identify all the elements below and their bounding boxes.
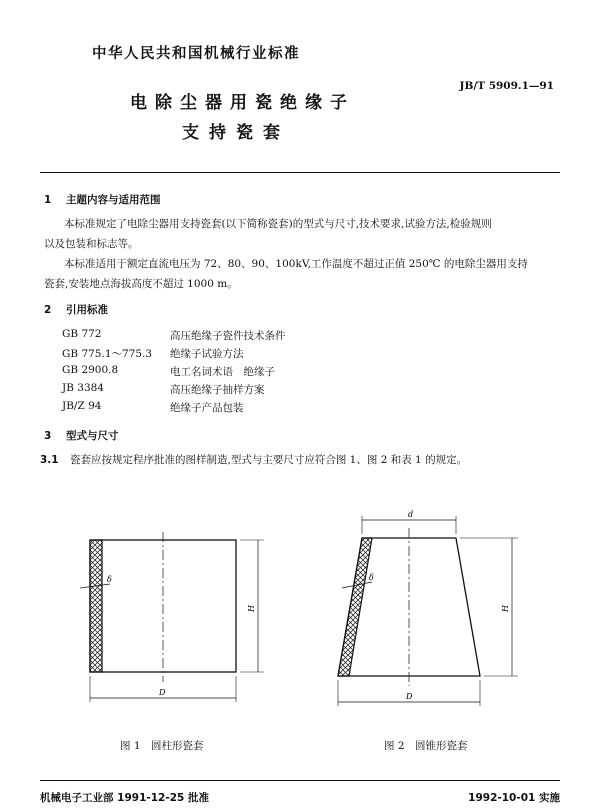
fig2-h-label: H [501, 605, 510, 612]
header-rule [40, 172, 560, 173]
section-1-number: 1 [44, 194, 52, 206]
ref-code: GB 2900.8 [62, 364, 119, 376]
ref-code: JB 3384 [62, 382, 104, 394]
ref-name: 绝缘子产品包装 [170, 402, 244, 414]
issuing-org: 中华人民共和国机械行业标准 [92, 46, 300, 62]
figure-2-drawing [318, 500, 540, 720]
fig1-delta-label: δ [107, 575, 112, 584]
fig1-h-label: H [247, 605, 256, 612]
fig1-hatched-wall [90, 540, 102, 672]
section-3-number: 3 [44, 430, 52, 442]
fig2-d-label: d [408, 510, 414, 519]
ref-code: JB/Z 94 [62, 400, 102, 412]
fig2-hatched-wall [338, 538, 372, 676]
ref-name: 绝缘子试验方法 [170, 348, 244, 360]
section-2-number: 2 [44, 304, 52, 316]
ref-code: GB 772 [62, 328, 102, 340]
reference-row [62, 382, 482, 396]
s1-para1: 本标准规定了电除尘器用支持瓷套(以下简称瓷套)的型式与尺寸,技术要求,试验方法,检验规则 [64, 218, 492, 230]
section-2-title: 引用标准 [66, 304, 108, 316]
ref-code: GB 775.1～775.3 [62, 348, 153, 360]
ref-name: 高压绝缘子瓷件技术条件 [170, 330, 286, 342]
section-1-title: 主题内容与适用范围 [66, 194, 161, 206]
figure-2-caption: 图 2 圆锥形瓷套 [384, 740, 468, 752]
implementation-date: 1992-10-01 实施 [468, 792, 560, 804]
reference-row [62, 400, 482, 414]
ref-name: 电工名词术语 绝缘子 [170, 366, 275, 378]
doc-title-line1: 电除尘器用瓷绝缘子 [130, 93, 355, 113]
figure-1-caption: 图 1 圆柱形瓷套 [120, 740, 204, 752]
reference-row [62, 346, 482, 360]
fig1-d-label: D [159, 688, 166, 697]
clause-3-1 [40, 450, 467, 470]
approval-info: 机械电子工业部 1991-12-25 批准 [40, 792, 209, 804]
section-2-heading [44, 302, 108, 317]
footer-rule [40, 780, 560, 781]
reference-row [62, 328, 482, 342]
clause-3-1-number: 3.1 [40, 454, 59, 466]
section-1-heading [44, 192, 161, 207]
standard-number: JB/T 5909.1—91 [459, 80, 554, 92]
section-3-title: 型式与尺寸 [66, 430, 119, 442]
s1-para1-cont: 以及包装和标志等。 [44, 238, 139, 250]
doc-title-line2: 支持瓷套 [182, 123, 290, 143]
s1-para2: 本标准适用于额定直流电压为 72、80、90、100kV,工作温度不超过正值 250℃ 的电除尘器用支持 [64, 258, 528, 270]
ref-name: 高压绝缘子抽样方案 [170, 384, 265, 396]
s1-para2-cont: 瓷套,安装地点海拔高度不超过 1000 m。 [44, 278, 238, 290]
reference-row [62, 364, 482, 378]
fig2-D-label: D [406, 692, 413, 701]
fig2-delta-label: δ [369, 573, 374, 582]
figure-1-drawing [70, 520, 280, 720]
clause-3-1-text: 瓷套应按规定程序批准的图样制造,型式与主要尺寸应符合图 1、图 2 和表 1 的规定。 [70, 454, 468, 466]
section-3-heading [44, 428, 119, 443]
